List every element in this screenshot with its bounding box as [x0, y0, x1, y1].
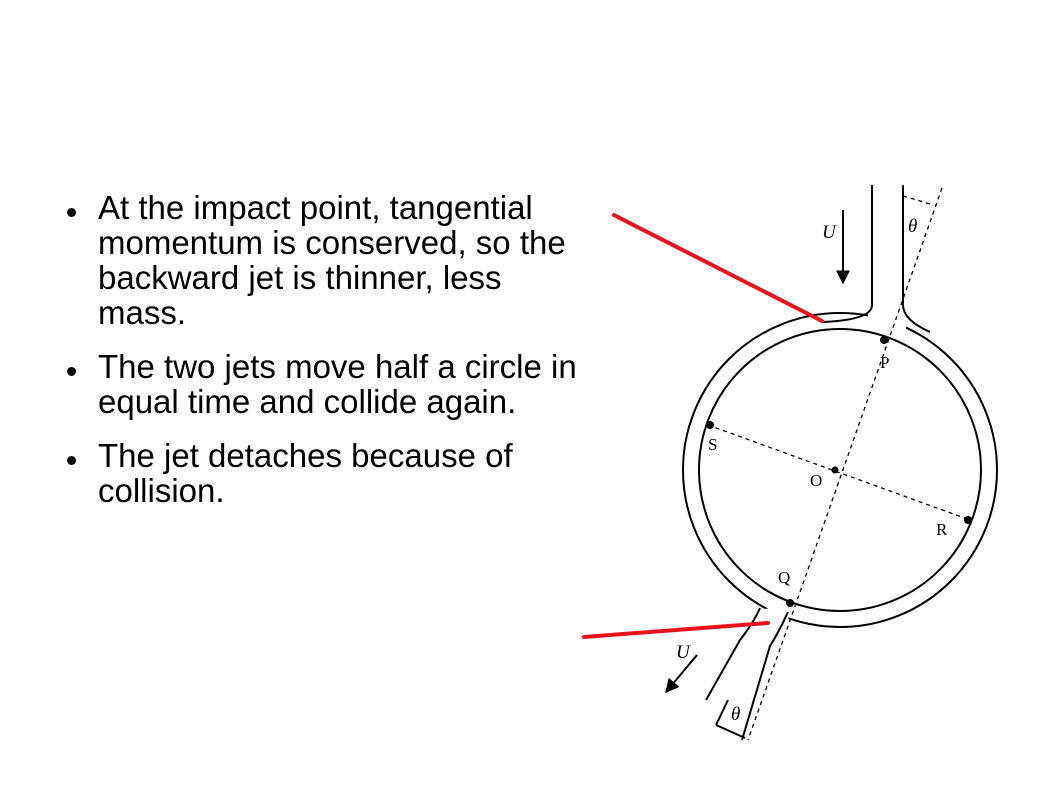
pointer-line-impact: [614, 215, 822, 321]
ring: [683, 313, 997, 627]
points: [706, 336, 972, 607]
bullet-text: The jet detaches because of collision.: [98, 437, 513, 509]
top-opening: [868, 300, 906, 330]
bullet-dot-icon: [67, 367, 76, 376]
bullet-text: At the impact point, tangential momentum is conserved, so the backward jet is thinner, less mass.: [98, 189, 566, 331]
point-p: [880, 336, 888, 344]
ring-outer: [683, 313, 997, 627]
bullet-dot-icon: [67, 456, 76, 465]
bullet-item: [62, 438, 582, 508]
outgoing-jet-left-wall: [706, 608, 760, 700]
label-u-bottom: U: [676, 642, 690, 663]
incoming-jet-left-wall: [822, 185, 872, 322]
point-o: [832, 467, 839, 474]
bullet-text: The two jets move half a circle in equal time and collide again.: [98, 348, 577, 420]
bullet-item: [62, 349, 582, 419]
point-r: [964, 516, 972, 524]
outgoing-jet-end-cap: [716, 725, 745, 738]
label-p: P: [880, 353, 890, 372]
ring-inner: [699, 329, 981, 611]
theta-top-arc-line: [903, 196, 930, 204]
bullet-item: [62, 190, 582, 330]
bullet-list: [62, 190, 582, 527]
pointer-line-detach: [584, 623, 768, 637]
label-s: S: [708, 435, 718, 454]
reference-lines: [708, 188, 970, 740]
label-o: O: [810, 471, 823, 490]
bullet-dot-icon: [67, 208, 76, 217]
outgoing-jet-end-side: [716, 700, 728, 725]
point-s: [706, 421, 714, 429]
label-q: Q: [778, 568, 791, 587]
axis-sr-line: [708, 425, 970, 520]
label-u-top: U: [822, 222, 836, 243]
incoming-jet-right-wall: [903, 185, 930, 332]
axis-pq-line: [748, 188, 942, 740]
label-r: R: [936, 520, 948, 539]
jet-ring-diagram: [580, 180, 1020, 760]
point-q: [786, 599, 794, 607]
label-theta-bottom: θ: [731, 704, 741, 725]
label-theta-top: θ: [908, 216, 918, 237]
